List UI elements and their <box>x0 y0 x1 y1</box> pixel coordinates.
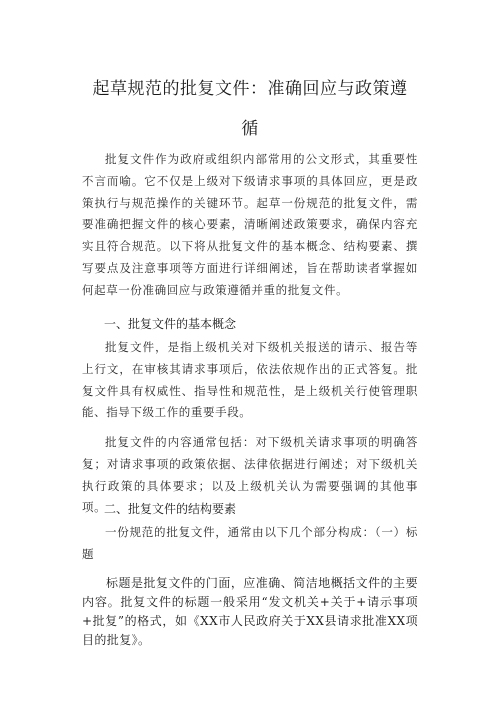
document-title-line-2: 循 <box>241 119 259 139</box>
structure-paragraph-2: 标题是批复文件的门面，应准确、简洁地概括文件的主要内容。批复文件的标题一般采用“发文机关+关于+请示事项+批复”的格式，如《XX市人民政府关于XX县请求批准XX项目的批复》。 <box>82 576 418 647</box>
document-title-line-1: 起草规范的批复文件：准确回应与政策遵 <box>92 79 408 99</box>
intro-paragraph: 批复文件作为政府或组织内部常用的公文形式，其重要性不言而喻。它不仅是上级对下级请求事项的具体回应，更是政策执行与规范操作的关键环节。起草一份规范的批复文件，需要准确把握文件的核心要素，清晰阐述政策要求，确保内容充实且符合规范。以下将从批复文件的基本概念、结构要素、撰写要点及注意事项等方面进行详细阐述，旨在帮助读者掌握如何起草一份准确回应与政策遵循并重的批复文件。 <box>82 152 418 297</box>
section-heading-structure: 二、批复文件的结构要素 <box>104 502 237 516</box>
concept-paragraph-1: 批复文件，是指上级机关对下级机关报送的请示、报告等上行文，在审核其请求事项后，依法依规作出的正式答复。批复文件具有权威性、指导性和规范性，是上级机关行使管理职能、指导下级工作的重要手段。 <box>82 340 418 420</box>
section-heading-basic-concept: 一、批复文件的基本概念 <box>104 317 237 331</box>
structure-paragraph-1: 一份规范的批复文件，通常由以下几个部分构成：（一）标题 <box>82 525 418 561</box>
concept-paragraph-2: 批复文件的内容通常包括：对下级机关请求事项的明确答复；对请求事项的政策依据、法律依据进行阐述；对下级机关执行政策的具体要求；以及上级机关认为需要强调的其他事项。 <box>82 435 418 515</box>
